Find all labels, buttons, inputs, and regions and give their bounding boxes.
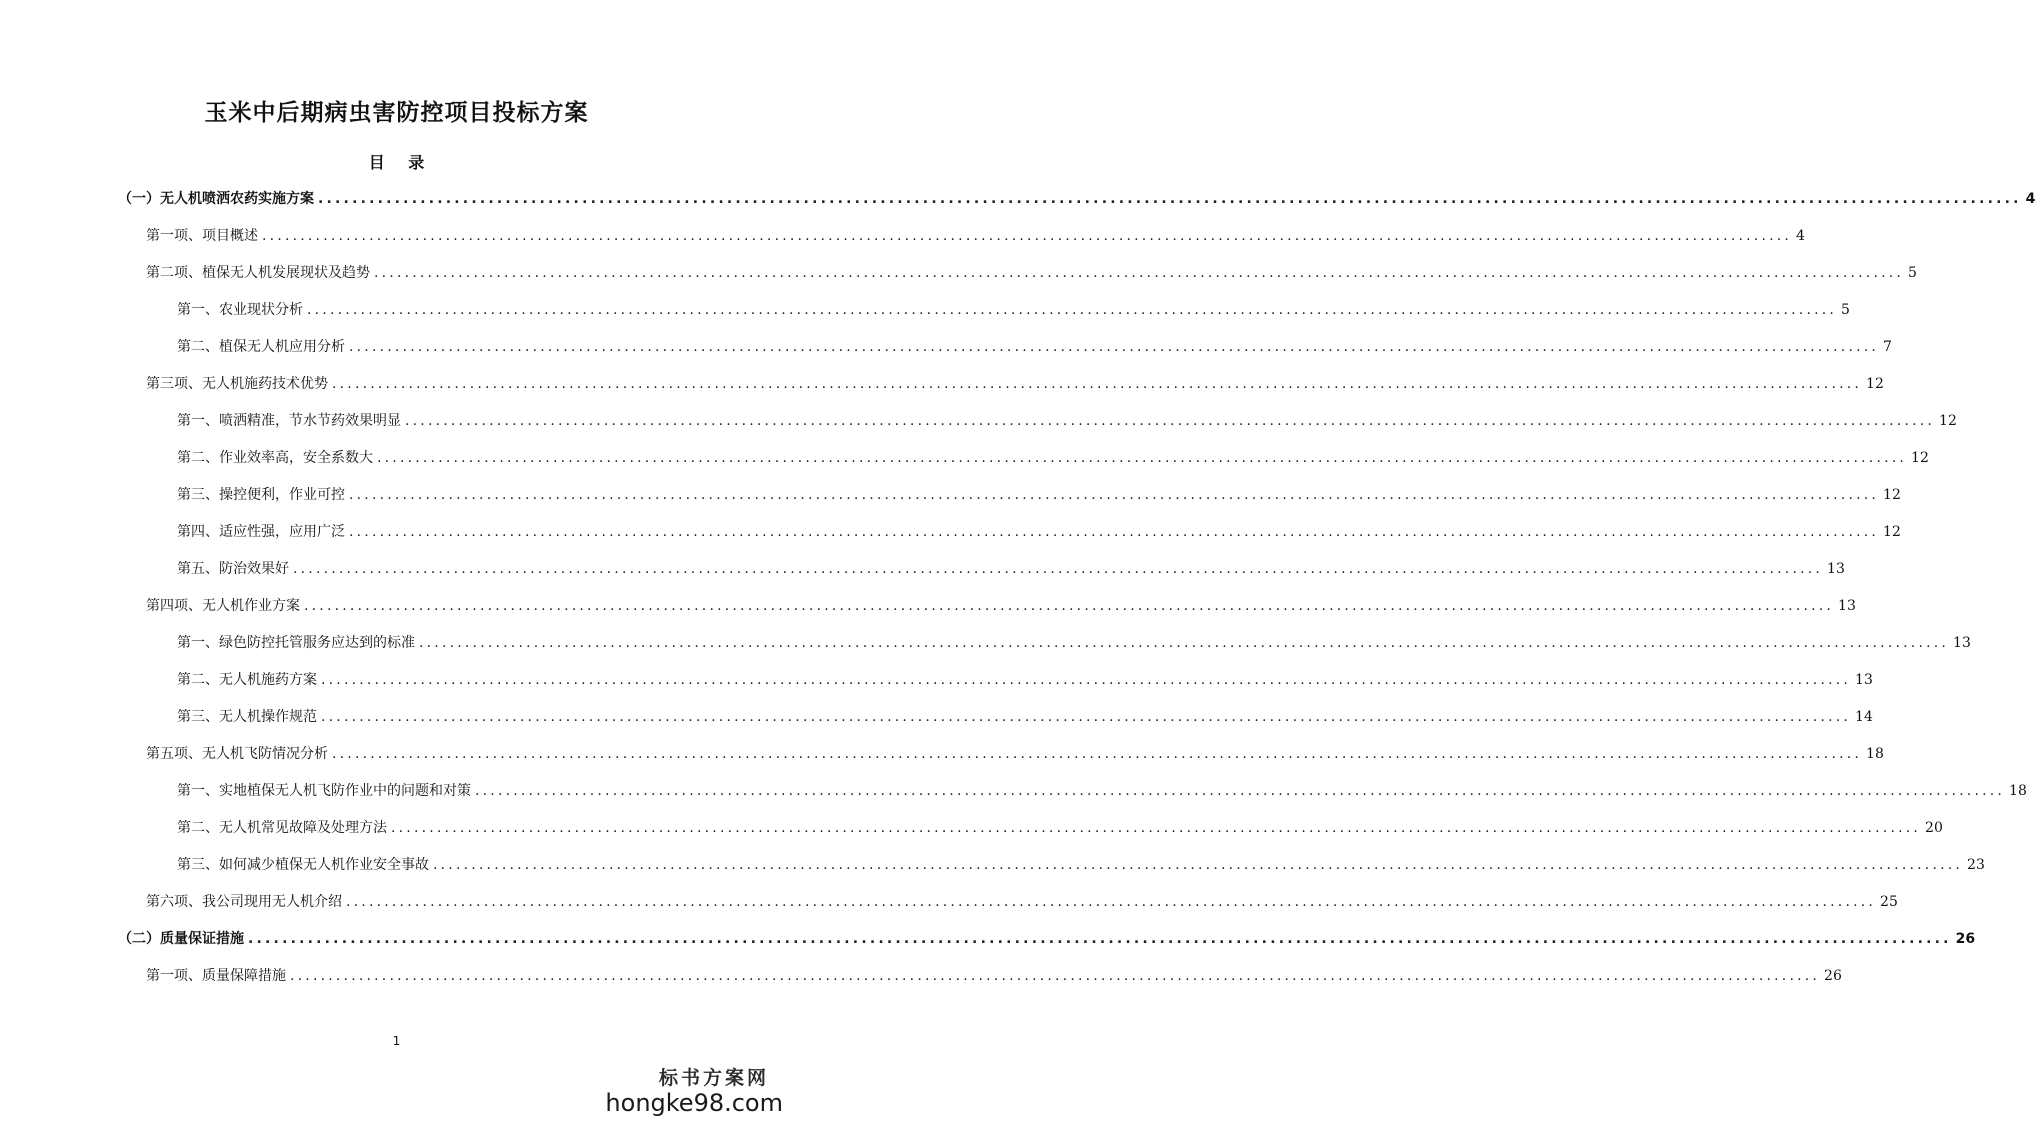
- watermark-cn-text: 标书方案网: [658, 1067, 769, 1089]
- toc-entry[interactable]: [146, 591, 1856, 621]
- toc-entry-text: 第二、作业效率高，安全系数大: [177, 450, 373, 466]
- toc-entry-page: 7: [1883, 339, 1892, 355]
- page-number: 1: [392, 1034, 401, 1048]
- toc-entry[interactable]: [146, 258, 1917, 288]
- toc-entry[interactable]: [177, 665, 1873, 695]
- toc-entry-text: 第四项、无人机作业方案: [146, 598, 300, 614]
- toc-entry-page: 5: [1841, 302, 1850, 318]
- toc-entry-text: 第三、无人机操作规范: [177, 709, 317, 725]
- toc-entry-text: 第三、如何减少植保无人机作业安全事故: [177, 857, 429, 873]
- toc-entry[interactable]: [146, 369, 1884, 399]
- toc-entry[interactable]: [177, 332, 1892, 362]
- watermark-en-text: hongke98.com: [605, 1089, 783, 1117]
- toc-entry-text: 第三项、无人机施药技术优势: [146, 376, 328, 392]
- toc-entry-page: 12: [1883, 487, 1901, 503]
- toc-leader-dots: ........................................................................................................................................................................................................: [374, 265, 1905, 281]
- toc-entry-text: 第一、农业现状分析: [177, 302, 303, 318]
- toc-entry[interactable]: [177, 813, 1943, 843]
- toc-entry-page: 18: [1866, 746, 1884, 762]
- toc-entry-text: 第五、防治效果好: [177, 561, 289, 577]
- toc-entry-page: 4: [2025, 191, 2035, 207]
- toc-entry-text: 第二、无人机施药方案: [177, 672, 317, 688]
- toc-leader-dots: ........................................................................................................................................................................................................: [419, 635, 1950, 651]
- toc-entry[interactable]: [177, 702, 1873, 732]
- toc-entry-page: 12: [1866, 376, 1884, 392]
- toc-entry[interactable]: [146, 887, 1898, 917]
- toc-entry-page: 25: [1880, 894, 1898, 910]
- toc-leader-dots: ........................................................................................................................................................................................................: [433, 857, 1964, 873]
- toc-entry-text: 第二、植保无人机应用分析: [177, 339, 345, 355]
- toc-entry-page: 12: [1883, 524, 1901, 540]
- toc-entry-page: 26: [1824, 968, 1842, 984]
- toc-leader-dots: ........................................................................................................................................................................................................: [290, 968, 1821, 984]
- toc-entry[interactable]: [177, 628, 1971, 658]
- toc-entry-text: （一）无人机喷洒农药实施方案: [118, 191, 314, 207]
- toc-entry-text: 第一、喷洒精准，节水节药效果明显: [177, 413, 401, 429]
- toc-entry-text: 第一项、项目概述: [146, 228, 258, 244]
- toc-leader-dots: ........................................................................................................................................................................................................: [346, 894, 1877, 910]
- toc-leader-dots: ........................................................................................................................................................................................................: [405, 413, 1936, 429]
- toc-leader-dots: ........................................................................................................................................................................................................: [349, 487, 1880, 503]
- toc-entry-page: 5: [1908, 265, 1917, 281]
- toc-entry[interactable]: [177, 480, 1901, 510]
- toc-entry-text: 第五项、无人机飞防情况分析: [146, 746, 328, 762]
- toc-entry-page: 13: [1838, 598, 1856, 614]
- toc-entry[interactable]: [177, 554, 1845, 584]
- toc-entry-text: 第二项、植保无人机发展现状及趋势: [146, 265, 370, 281]
- toc-leader-dots: ........................................................................................................................................................................................................: [332, 746, 1863, 762]
- toc-entry[interactable]: [118, 184, 2035, 214]
- toc-entry-text: 第一项、质量保障措施: [146, 968, 286, 984]
- toc-leader-dots: ........................................................................................................................................................................................................: [349, 339, 1880, 355]
- toc-entry-page: 13: [1855, 672, 1873, 688]
- toc-entry-text: （二）质量保证措施: [118, 931, 244, 947]
- toc-leader-dots: ........................................................................................................................................................................................................: [248, 931, 1952, 947]
- toc-leader-dots: ........................................................................................................................................................................................................: [391, 820, 1922, 836]
- toc-leader-dots: ........................................................................................................................................................................................................: [475, 783, 2006, 799]
- toc-leader-dots: ........................................................................................................................................................................................................: [262, 228, 1793, 244]
- toc-entry-page: 20: [1925, 820, 1943, 836]
- toc-entry[interactable]: [177, 517, 1901, 547]
- toc-entry-page: 26: [1955, 931, 1976, 947]
- toc-entry[interactable]: [177, 295, 1850, 325]
- toc-leader-dots: ........................................................................................................................................................................................................: [304, 598, 1835, 614]
- toc-entry-text: 第二、无人机常见故障及处理方法: [177, 820, 387, 836]
- toc-leader-dots: ........................................................................................................................................................................................................: [293, 561, 1824, 577]
- toc-leader-dots: ........................................................................................................................................................................................................: [318, 191, 2022, 207]
- toc-entry[interactable]: [118, 924, 1976, 954]
- toc-entry-page: 13: [1953, 635, 1971, 651]
- toc-leader-dots: ........................................................................................................................................................................................................: [321, 672, 1852, 688]
- toc-entry[interactable]: [146, 739, 1884, 769]
- watermark-logo: [605, 1066, 783, 1116]
- toc-entry[interactable]: [146, 221, 1805, 251]
- toc-leader-dots: ........................................................................................................................................................................................................: [377, 450, 1908, 466]
- toc-entry-text: 第一、实地植保无人机飞防作业中的问题和对策: [177, 783, 471, 799]
- toc-entry[interactable]: [177, 776, 2027, 806]
- toc-entry-text: 第六项、我公司现用无人机介绍: [146, 894, 342, 910]
- toc-entry[interactable]: [177, 443, 1929, 473]
- toc-entry[interactable]: [177, 850, 1985, 880]
- toc-entry-text: 第一、绿色防控托管服务应达到的标准: [177, 635, 415, 651]
- toc-leader-dots: ........................................................................................................................................................................................................: [307, 302, 1838, 318]
- toc-heading: 目 录: [368, 153, 425, 172]
- toc-leader-dots: ........................................................................................................................................................................................................: [321, 709, 1852, 725]
- toc-leader-dots: ........................................................................................................................................................................................................: [332, 376, 1863, 392]
- toc-entry-page: 12: [1939, 413, 1957, 429]
- toc-entry-page: 23: [1967, 857, 1985, 873]
- toc-leader-dots: ........................................................................................................................................................................................................: [349, 524, 1880, 540]
- toc-entry-page: 12: [1911, 450, 1929, 466]
- toc-entry-page: 14: [1855, 709, 1873, 725]
- toc-entry-page: 18: [2009, 783, 2027, 799]
- toc-entry[interactable]: [177, 406, 1957, 436]
- toc-entry-page: 13: [1827, 561, 1845, 577]
- toc-entry-page: 4: [1796, 228, 1805, 244]
- toc-entry-text: 第四、适应性强，应用广泛: [177, 524, 345, 540]
- document-title: 玉米中后期病虫害防控项目投标方案: [204, 100, 589, 126]
- toc-entry-text: 第三、操控便利，作业可控: [177, 487, 345, 503]
- toc-entry[interactable]: [146, 961, 1842, 991]
